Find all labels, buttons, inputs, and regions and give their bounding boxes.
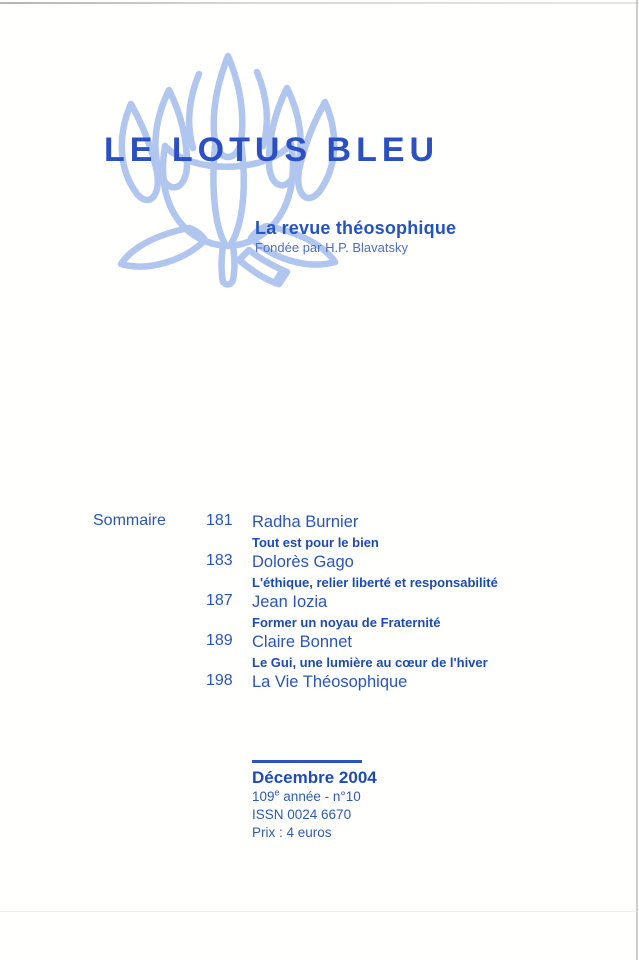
toc-entry — [206, 632, 576, 672]
masthead-subtitle-block — [255, 218, 456, 256]
toc-entry — [206, 672, 576, 712]
table-of-contents — [206, 512, 576, 712]
toc-heading: Sommaire — [93, 512, 166, 529]
toc-author: Radha Burnier — [252, 513, 359, 531]
toc-article-title: Le Gui, une lumière au cœur de l'hiver — [252, 655, 488, 670]
issue-info-block — [252, 760, 377, 842]
toc-page-number: 189 — [206, 632, 233, 649]
scan-smudge — [0, 911, 639, 912]
toc-article-title: Tout est pour le bien — [252, 535, 379, 550]
toc-author: Jean Iozia — [252, 593, 328, 611]
price-line: Prix : 4 euros — [252, 825, 332, 840]
toc-entry-texts — [252, 632, 576, 672]
toc-author: Claire Bonnet — [252, 633, 352, 651]
volume-ordinal-suffix: e — [274, 787, 280, 798]
scan-edge-right — [636, 0, 638, 960]
founder-line: Fondée par H.P. Blavatsky — [255, 240, 408, 255]
volume-rest: année - n°10 — [279, 789, 361, 804]
magazine-subtitle: La revue théosophique — [255, 218, 457, 238]
toc-author: Dolorès Gago — [252, 553, 354, 571]
toc-entry — [206, 552, 576, 592]
toc-page-number: 187 — [206, 592, 233, 609]
toc-page-number: 198 — [206, 672, 233, 689]
magazine-title: LE LOTUS BLEU — [104, 131, 440, 169]
toc-entry-texts — [252, 552, 576, 592]
toc-page-number: 181 — [206, 512, 233, 529]
toc-entry-texts — [252, 512, 576, 552]
toc-entry — [206, 512, 576, 552]
toc-entry-texts — [252, 672, 576, 693]
toc-author: La Vie Théosophique — [252, 673, 408, 691]
issue-date: Décembre 2004 — [252, 768, 377, 787]
toc-entry — [206, 592, 576, 632]
toc-article-title: L'éthique, relier liberté et responsabilité — [252, 575, 498, 590]
toc-article-title: Former un noyau de Fraternité — [252, 615, 441, 630]
volume-number: 109 — [252, 789, 275, 804]
toc-entry-texts — [252, 592, 576, 632]
scan-edge-top — [0, 2, 639, 4]
toc-page-number: 183 — [206, 552, 233, 569]
issue-rule — [252, 760, 362, 763]
issn-line: ISSN 0024 6670 — [252, 807, 352, 822]
issue-volume-line — [252, 788, 377, 806]
